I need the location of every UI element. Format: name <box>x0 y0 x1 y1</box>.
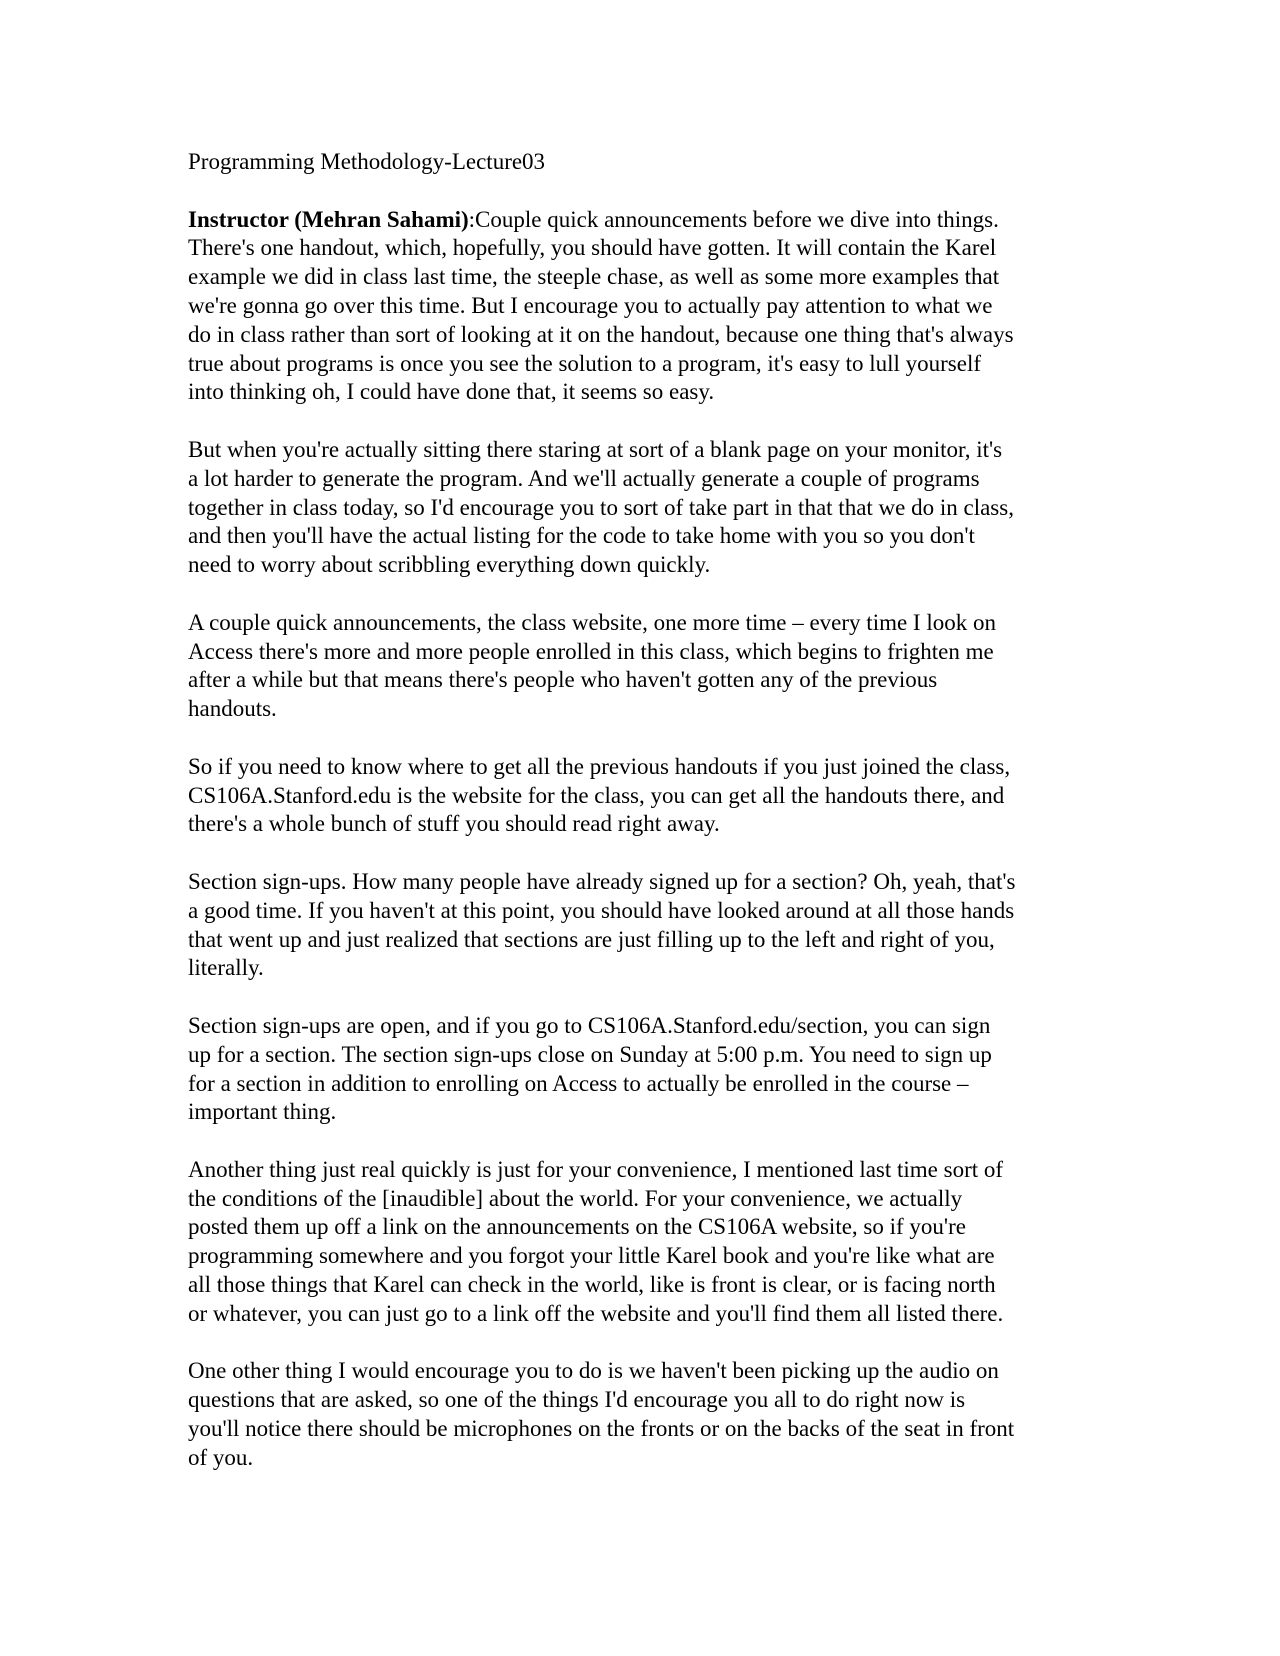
text-line: all those things that Karel can check in the world, like is front is clear, or is facing north <box>188 1272 996 1298</box>
text-line: There's one handout, which, hopefully, you should have gotten. It will contain the Karel <box>188 235 997 261</box>
text-line: programming somewhere and you forgot your little Karel book and you're like what are <box>188 1243 995 1269</box>
text-line: that went up and just realized that sections are just filling up to the left and right of you, <box>188 926 995 952</box>
text-line: do in class rather than sort of looking at it on the handout, because one thing that's always <box>188 321 1014 347</box>
text-line: posted them up off a link on the announcements on the CS106A website, so if you're <box>188 1214 966 1240</box>
text-line: Access there's more and more people enrolled in this class, which begins to frighten me <box>188 638 994 664</box>
text-line: A couple quick announcements, the class website, one more time – every time I look on <box>188 609 996 635</box>
document-page <box>188 148 1088 1501</box>
text-line-content: :Couple quick announcements before we dive into things. <box>468 206 999 232</box>
text-line: you'll notice there should be microphones on the fronts or on the backs of the seat in front <box>188 1416 1015 1442</box>
paragraph <box>188 868 1088 983</box>
text-line: into thinking oh, I could have done that, it seems so easy. <box>188 379 715 405</box>
text-line: need to worry about scribbling everything down quickly. <box>188 552 711 578</box>
text-line: the conditions of the [inaudible] about the world. For your convenience, we actually <box>188 1185 963 1211</box>
paragraph <box>188 753 1088 839</box>
text-line: Another thing just real quickly is just for your convenience, I mentioned last time sort of <box>188 1156 1004 1182</box>
text-line: together in class today, so I'd encourage you to sort of take part in that that we do in class, <box>188 494 1014 520</box>
text-line: Section sign-ups are open, and if you go to CS106A.Stanford.edu/section, you can sign <box>188 1012 991 1038</box>
paragraph <box>188 1357 1088 1472</box>
text-line: or whatever, you can just go to a link off the website and you'll find them all listed there. <box>188 1300 1004 1326</box>
text-line: literally. <box>188 955 264 981</box>
paragraph <box>188 436 1088 580</box>
document-title: Programming Methodology-Lecture03 <box>188 149 546 174</box>
text-line: of you. <box>188 1444 254 1470</box>
speaker-label: Instructor (Mehran Sahami) <box>188 206 469 232</box>
text-line: after a while but that means there's people who haven't gotten any of the previous <box>188 667 938 693</box>
text-line: a lot harder to generate the program. And we'll actually generate a couple of programs <box>188 465 980 491</box>
text-line: up for a section. The section sign-ups close on Sunday at 5:00 p.m. You need to sign up <box>188 1041 992 1067</box>
text-line: One other thing I would encourage you to do is we haven't been picking up the audio on <box>188 1358 999 1384</box>
text-line: important thing. <box>188 1099 337 1125</box>
text-line: Section sign-ups. How many people have already signed up for a section? Oh, yeah, that's <box>188 868 1016 894</box>
text-line: handouts. <box>188 696 277 722</box>
text-line: for a section in addition to enrolling on Access to actually be enrolled in the course – <box>188 1070 969 1096</box>
text-line: But when you're actually sitting there staring at sort of a blank page on your monitor, it's <box>188 436 1003 462</box>
text-line: true about programs is once you see the solution to a program, it's easy to lull yourself <box>188 350 982 376</box>
paragraph <box>188 206 1088 408</box>
text-line: there's a whole bunch of stuff you should read right away. <box>188 811 720 837</box>
text-line: and then you'll have the actual listing for the code to take home with you so you don't <box>188 523 975 549</box>
paragraph <box>188 609 1088 724</box>
text-line: we're gonna go over this time. But I encourage you to actually pay attention to what we <box>188 292 993 318</box>
text-line: a good time. If you haven't at this point, you should have looked around at all those hands <box>188 897 1015 923</box>
text-line <box>188 206 1088 235</box>
text-line: CS106A.Stanford.edu is the website for the class, you can get all the handouts there, and <box>188 782 1005 808</box>
paragraph <box>188 1012 1088 1127</box>
text-line: questions that are asked, so one of the things I'd encourage you all to do right now is <box>188 1387 966 1413</box>
text-line: So if you need to know where to get all the previous handouts if you just joined the class, <box>188 753 1011 779</box>
text-line: example we did in class last time, the steeple chase, as well as some more examples that <box>188 264 1000 290</box>
paragraph <box>188 1156 1088 1329</box>
